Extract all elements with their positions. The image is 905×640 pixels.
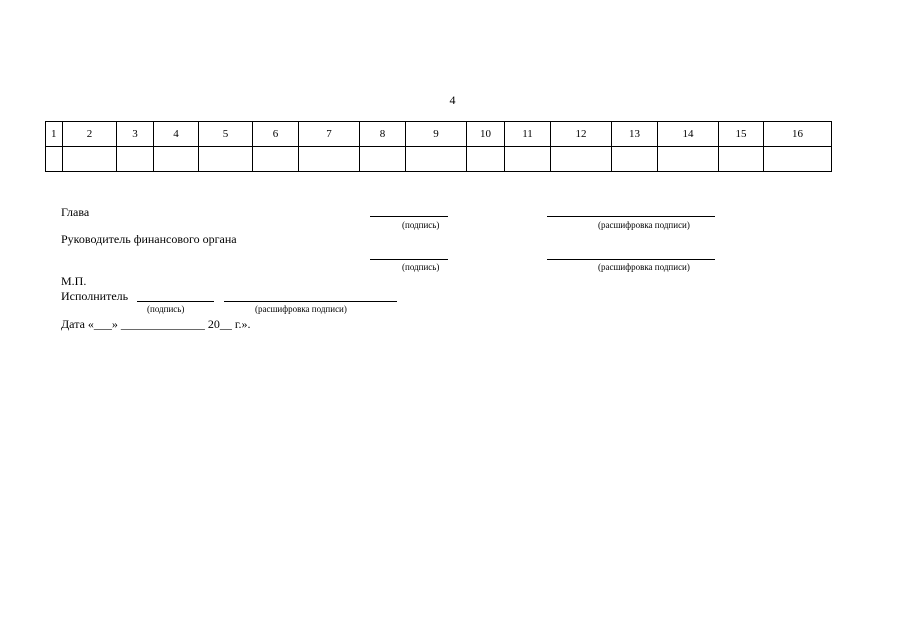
- column-number-cell: 6: [253, 122, 299, 147]
- head-decoding-line: [547, 216, 715, 217]
- table-cell: [719, 147, 764, 172]
- table-cell: [117, 147, 154, 172]
- seal-label: М.П.: [61, 274, 87, 288]
- executor-label: Исполнитель: [61, 289, 129, 303]
- head-label: Глава: [61, 205, 90, 219]
- table-cell: [46, 147, 63, 172]
- table-cell: [253, 147, 299, 172]
- column-number-cell: 7: [299, 122, 360, 147]
- finance-head-label: Руководитель финансового органа: [61, 232, 237, 246]
- table-cell: [551, 147, 612, 172]
- executor-decoding-line: [224, 301, 397, 302]
- executor-signature-line: [137, 301, 214, 302]
- finance-signature-caption: (подпись): [402, 262, 440, 272]
- form-table: [45, 121, 832, 172]
- table-cell: [63, 147, 117, 172]
- column-number-cell: 5: [199, 122, 253, 147]
- executor-signature-caption: (подпись): [147, 304, 185, 314]
- head-decoding-caption: (расшифровка подписи): [598, 220, 690, 230]
- finance-signature-line: [370, 259, 448, 260]
- table-cell: [199, 147, 253, 172]
- table-cell: [658, 147, 719, 172]
- column-number-cell: 14: [658, 122, 719, 147]
- executor-decoding-caption: (расшифровка подписи): [255, 304, 347, 314]
- column-number-cell: 15: [719, 122, 764, 147]
- column-number-cell: 16: [764, 122, 832, 147]
- table-cell: [360, 147, 406, 172]
- table-cell: [299, 147, 360, 172]
- table-cell: [406, 147, 467, 172]
- head-signature-line: [370, 216, 448, 217]
- table-cell: [505, 147, 551, 172]
- table-cell: [467, 147, 505, 172]
- table-row: [46, 147, 832, 172]
- column-number-cell: 13: [612, 122, 658, 147]
- table-cell: [154, 147, 199, 172]
- date-line: Дата «___» ______________ 20__ г.».: [61, 317, 251, 331]
- column-number-cell: 12: [551, 122, 612, 147]
- head-signature-caption: (подпись): [402, 220, 440, 230]
- column-number-cell: 10: [467, 122, 505, 147]
- finance-decoding-line: [547, 259, 715, 260]
- table-header-row: [46, 122, 832, 147]
- column-number-cell: 3: [117, 122, 154, 147]
- table-cell: [764, 147, 832, 172]
- column-number-cell: 8: [360, 122, 406, 147]
- page-number: 4: [449, 93, 456, 107]
- column-number-cell: 4: [154, 122, 199, 147]
- column-number-cell: 2: [63, 122, 117, 147]
- column-number-cell: 11: [505, 122, 551, 147]
- finance-decoding-caption: (расшифровка подписи): [598, 262, 690, 272]
- column-number-cell: 9: [406, 122, 467, 147]
- column-number-cell: 1: [46, 122, 63, 147]
- table-cell: [612, 147, 658, 172]
